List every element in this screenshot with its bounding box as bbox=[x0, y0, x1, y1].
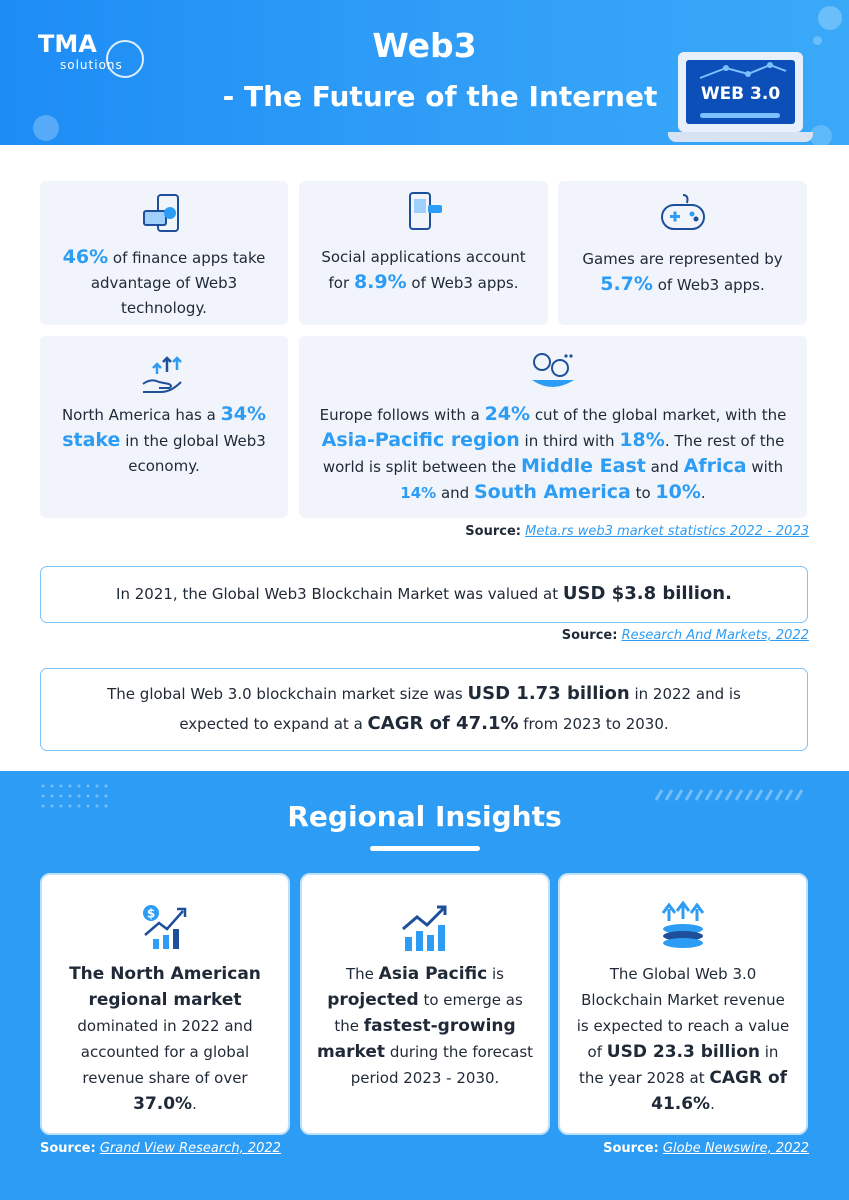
laptop-illustration bbox=[668, 48, 813, 145]
regions-stat-card bbox=[299, 336, 807, 518]
north-america-stat-card bbox=[40, 336, 288, 518]
stats-source: Source: Meta.rs web3 market statistics 2022 - 2023 bbox=[465, 524, 809, 539]
global-revenue-insight-text: The Global Web 3.0 Blockchain Market revenue is expected to reach a value of USD 23.3 billion in the year 2028 at CAGR of 41.6%. bbox=[576, 965, 790, 1114]
laptop-progress-bar bbox=[700, 113, 780, 118]
laptop-base bbox=[668, 132, 813, 142]
market1-source-link[interactable]: Research And Markets, 2022 bbox=[621, 628, 809, 643]
regional-insights-title: Regional Insights bbox=[287, 800, 562, 833]
market-value-2021: USD $3.8 billion. bbox=[562, 583, 732, 604]
globe-newswire-source-link[interactable]: Globe Newswire, 2022 bbox=[662, 1141, 809, 1156]
chart-line-icon bbox=[698, 62, 788, 82]
globe-newswire-source: Source: Globe Newswire, 2022 bbox=[603, 1141, 809, 1156]
mobile-payment-icon bbox=[140, 193, 188, 235]
grand-view-source-link[interactable]: Grand View Research, 2022 bbox=[99, 1141, 281, 1156]
logo-sub-text: solutions bbox=[60, 58, 123, 72]
page-title: Web3 bbox=[372, 26, 477, 65]
market-size-2022-box: The global Web 3.0 blockchain market size was USD 1.73 billion in 2022 and is expected to expand at a CAGR of 47.1% from 2023 to 2030. bbox=[40, 668, 808, 751]
finance-stat-text: 46% of finance apps take advantage of Web3 technology. bbox=[62, 246, 266, 317]
asia-pacific-insight-card bbox=[300, 873, 550, 1135]
globe-finance-icon bbox=[528, 350, 578, 394]
growth-hand-icon bbox=[139, 352, 189, 396]
header-banner bbox=[0, 0, 849, 145]
social-app-icon bbox=[400, 191, 448, 235]
coins-growth-icon bbox=[657, 901, 709, 951]
finance-stat-card bbox=[40, 181, 288, 325]
market-value-2021-box: In 2021, the Global Web3 Blockchain Market was valued at USD $3.8 billion. bbox=[40, 566, 808, 623]
games-stat-card bbox=[558, 181, 807, 325]
north-america-insight-text: The North American regional market dominated in 2022 and accounted for a global revenue share of over 37.0%. bbox=[69, 964, 261, 1114]
bar-chart-up-icon bbox=[399, 903, 451, 953]
social-stat-card bbox=[299, 181, 548, 325]
games-highlight: 5.7% bbox=[600, 273, 653, 295]
decor-circle bbox=[33, 115, 59, 141]
games-stat-text: Games are represented by 5.7% of Web3 apps. bbox=[582, 250, 783, 295]
global-revenue-insight-card bbox=[558, 873, 808, 1135]
svg-text:$: $ bbox=[146, 906, 156, 921]
decor-circle bbox=[810, 125, 832, 145]
page-subtitle: - The Future of the Internet bbox=[222, 80, 658, 113]
social-highlight: 8.9% bbox=[353, 271, 407, 293]
dollar-growth-icon bbox=[139, 901, 191, 951]
laptop-label: WEB 3.0 bbox=[700, 84, 781, 104]
market1-source: Source: Research And Markets, 2022 bbox=[561, 628, 809, 643]
regions-stat-text: Europe follows with a 24% cut of the global market, with the Asia-Pacific region in third with 18%. The rest of the world is split between the Middle East and Africa with 14% and South America to 10%. bbox=[319, 403, 787, 503]
grand-view-source: Source: Grand View Research, 2022 bbox=[40, 1141, 281, 1156]
social-stat-text: Social applications account for 8.9% of Web3 apps. bbox=[321, 248, 526, 293]
gamepad-icon bbox=[658, 191, 708, 235]
logo-main-text: TMA bbox=[38, 30, 97, 58]
stats-source-link[interactable]: Meta.rs web3 market statistics 2022 - 2023 bbox=[525, 524, 809, 539]
north-america-insight-card bbox=[40, 873, 290, 1135]
title-underline bbox=[370, 846, 480, 851]
north-america-highlight: 34% stake bbox=[62, 403, 267, 451]
asia-pacific-insight-text: The Asia Pacific is projected to emerge as the fastest-growing market during the forecast period 2023 - 2030. bbox=[316, 964, 534, 1087]
north-america-stat-text: North America has a 34% stake in the global Web3 economy. bbox=[61, 403, 267, 475]
finance-highlight: 46% bbox=[62, 246, 109, 268]
